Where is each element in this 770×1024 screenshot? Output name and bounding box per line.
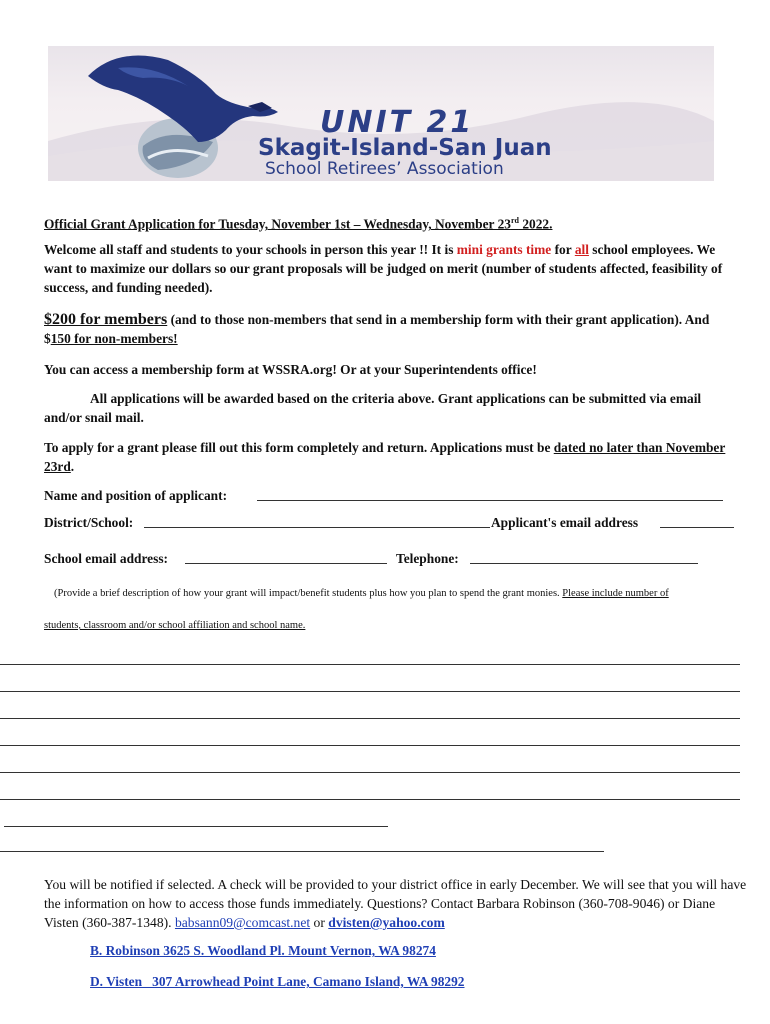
answer-line[interactable] bbox=[0, 851, 604, 852]
answer-line[interactable] bbox=[0, 664, 740, 665]
school-email-label: School email address: bbox=[44, 551, 168, 566]
answer-line[interactable] bbox=[0, 718, 740, 719]
email-link-robinson[interactable]: babsann09@comcast.net bbox=[174, 915, 311, 930]
description-instructions-cont: students, classroom and/or school affiliation and school name. bbox=[44, 620, 306, 631]
applicant-email-field[interactable] bbox=[660, 527, 734, 528]
membership-access-note: You can access a membership form at WSSRA.org! Or at your Superintendents office! bbox=[44, 362, 537, 377]
membership-pricing: $200 for members (and to those non-members that send in a membership form with their grant application). And $150 for non-members! bbox=[44, 311, 710, 346]
telephone-label: Telephone: bbox=[396, 551, 459, 566]
answer-line[interactable] bbox=[0, 772, 740, 773]
welcome-paragraph: Welcome all staff and students to your schools in person this year !! It is mini grants time for all school employees. We want to maximize our dollars so our grant proposals will be judged on merit (number of students affected, feasibility of success, and funding needed). bbox=[44, 242, 723, 295]
school-email-field[interactable] bbox=[185, 563, 387, 564]
applicant-name-field[interactable] bbox=[257, 500, 723, 501]
answer-line[interactable] bbox=[0, 745, 740, 746]
applicant-name-label: Name and position of applicant: bbox=[44, 488, 228, 503]
district-school-field[interactable] bbox=[144, 527, 490, 528]
banner-line1: Skagit-Island-San Juan bbox=[258, 135, 552, 161]
association-banner bbox=[48, 46, 714, 181]
page-title: Official Grant Application for Tuesday, November 1st – Wednesday, November 23rd 2022. bbox=[44, 216, 553, 232]
answer-line[interactable] bbox=[0, 799, 740, 800]
award-criteria-note: All applications will be awarded based on the criteria above. Grant applications can be submitted via email and/or snail mail. bbox=[44, 391, 702, 425]
banner-line2: School Retirees’ Association bbox=[265, 159, 504, 179]
answer-line[interactable] bbox=[4, 826, 388, 827]
banner-unit: UNIT 21 bbox=[320, 105, 475, 140]
address-robinson: B. Robinson 3625 S. Woodland Pl. Mount Vernon, WA 98274 bbox=[90, 943, 436, 958]
email-link-visten[interactable]: dvisten@yahoo.com bbox=[328, 915, 445, 930]
description-instructions: (Provide a brief description of how your grant will impact/benefit students plus how you plan to spend the grant monies. Please include number of bbox=[54, 588, 669, 599]
apply-instructions: To apply for a grant please fill out this form completely and return. Applications must be dated no later than November 23rd. bbox=[44, 440, 726, 474]
address-visten: D. Visten 307 Arrowhead Point Lane, Camano Island, WA 98292 bbox=[90, 974, 465, 989]
answer-line[interactable] bbox=[0, 691, 740, 692]
eagle-logo-graphic bbox=[48, 46, 714, 181]
telephone-field[interactable] bbox=[470, 563, 698, 564]
applicant-email-label: Applicant's email address bbox=[491, 515, 639, 530]
district-school-label: District/School: bbox=[44, 515, 134, 530]
notification-paragraph: You will be notified if selected. A check will be provided to your district office in early December. We will see that you will have the information on how to access those funds immediately. Questions? Contact Barbara Robinson (360-708-9046) or Diane Visten (360-387-1348). babsann09@comcast.net or dvisten@yahoo.com bbox=[44, 877, 747, 930]
